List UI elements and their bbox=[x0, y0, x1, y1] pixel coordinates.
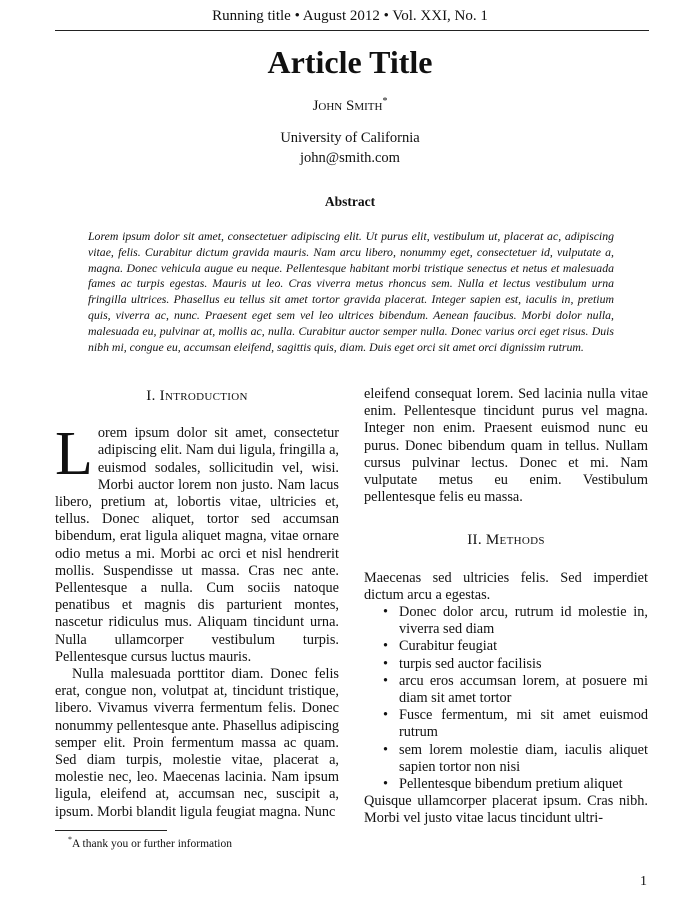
methods-list-item: • arcu eros accumsan lorem, at posuere mi diam sit amet tortor bbox=[383, 673, 648, 707]
institution: University of California bbox=[280, 130, 420, 146]
section-heading-methods: II. Methods bbox=[467, 532, 545, 549]
methods-list bbox=[364, 604, 648, 793]
header-rule bbox=[55, 30, 649, 31]
author bbox=[0, 96, 700, 115]
methods-list-item: • Pellentesque bibendum pretium aliquet bbox=[383, 776, 648, 793]
section-heading-introduction: I. Introduction bbox=[146, 388, 248, 404]
abstract-text: Lorem ipsum dolor sit amet, consectetuer adipiscing elit. Ut purus elit, vestibulum ut, placerat ac, adipiscing vitae, felis. Curabitur dictum gravida mauris. Nam arcu libero, nonummy eget, consectetuer id, vulputate a, magna. Donec vehicula augue eu neque. Pellentesque habitant morbi tristique senectus et netus et malesuada fames ac turpis egestas. Mauris ut leo. Cras viverra metus rhoncus sem. Nulla et lectus vestibulum urna fringilla ultrices. Phasellus eu tellus sit amet tortor gravida placerat. Integer sapien est, iaculis in, pretium quis, viverra ac, nunc. Praesent eget sem vel leo ultrices bibendum. Aenean faucibus. Morbi dolor nulla, malesuada eu, pulvinar at, mollis ac, nulla. Curabitur auctor semper nulla. Donec varius orci eget risus. Duis nibh mi, congue eu, accumsan eleifend, sagittis quis, diam. Duis eget orci sit amet orci dignissim rutrum. bbox=[88, 229, 614, 354]
article-title: Article Title bbox=[267, 44, 433, 80]
intro-paragraph-2-continued: eleifend consequat lorem. Sed lacinia nulla vitae enim. Pellentesque tincidunt purus vel magna. Integer non enim. Praesent euismod nunc eu purus. Donec bibendum quam in tellus. Nullam cursus pulvinar lectus. Donec et mi. Nam vulputate metus eu enim. Vestibulum pellentesque felis eu massa. bbox=[364, 386, 648, 506]
methods-list-item: • Fusce fermentum, mi sit amet euismod rutrum bbox=[383, 707, 648, 741]
footnote-mark: * bbox=[68, 835, 72, 844]
author-name: John Smith bbox=[312, 98, 383, 114]
methods-intro: Maecenas sed ultricies felis. Sed imperdiet dictum arcu a egestas. bbox=[364, 569, 648, 603]
email: john@smith.com bbox=[300, 150, 400, 166]
intro-paragraph-2: Nulla malesuada porttitor diam. Donec felis erat, congue non, volutpat at, tincidunt tristique, libero. Vivamus viverra fermentum felis. Donec nonummy pellentesque ante. Phasellus adipiscing semper elit. Proin fermentum massa ac quam. Sed diam turpis, molestie vitae, placerat a, molestie nec, leo. Maecenas lacinia. Nam ipsum ligula, eleifend at, accumsan nec, suscipit a, ipsum. Morbi blandit ligula feugiat magna. Nunc bbox=[55, 666, 339, 820]
abstract-heading: Abstract bbox=[324, 194, 376, 209]
methods-list-item: • Curabitur feugiat bbox=[383, 638, 648, 655]
footnote-rule bbox=[55, 830, 167, 831]
page-number: 1 bbox=[640, 874, 647, 889]
intro-paragraph-1 bbox=[55, 420, 339, 666]
methods-list-item: • turpis sed auctor facilisis bbox=[383, 656, 648, 673]
right-column bbox=[364, 386, 648, 828]
footnote-text: A thank you or further information bbox=[72, 837, 233, 850]
intro-paragraph-1-text: orem ipsum dolor sit amet, consectetur adipiscing elit. Nam dui ligula, fringilla a, euismod sodales, sollicitudin vel, wisi. Morbi auctor lorem non justo. Nam lacus libero, pretium at, lobortis vitae, ultricies et, tellus. Donec aliquet, tortor sed accumsan bibendum, erat ligula aliquet magna, vitae ornare odio metus a mi. Morbi ac orci et nisl hendrerit mollis. Suspendisse ut massa. Cras nec ante. Pellentesque a nulla. Cum sociis natoque penatibus et magnis dis parturient montes, nascetur ridiculus mus. Aliquam tincidunt urna. Nulla ullamcorper vestibulum turpis. Pellentesque cursus luctus mauris. bbox=[55, 425, 339, 665]
drop-cap: L bbox=[55, 420, 93, 489]
author-footnote-mark: * bbox=[382, 96, 388, 107]
left-column bbox=[55, 386, 339, 821]
methods-after-list: Quisque ullamcorper placerat ipsum. Cras nibh. Morbi vel justo vitae lacus tincidunt ultri- bbox=[364, 793, 648, 827]
methods-list-item: • Donec dolor arcu, rutrum id molestie in, viverra sed diam bbox=[383, 604, 648, 638]
affiliation bbox=[0, 128, 700, 168]
running-header: Running title • August 2012 • Vol. XXI, No. 1 bbox=[212, 8, 488, 24]
footnote bbox=[68, 835, 232, 850]
methods-list-item: • sem lorem molestie diam, iaculis aliquet sapien tortor non nisi bbox=[383, 742, 648, 776]
